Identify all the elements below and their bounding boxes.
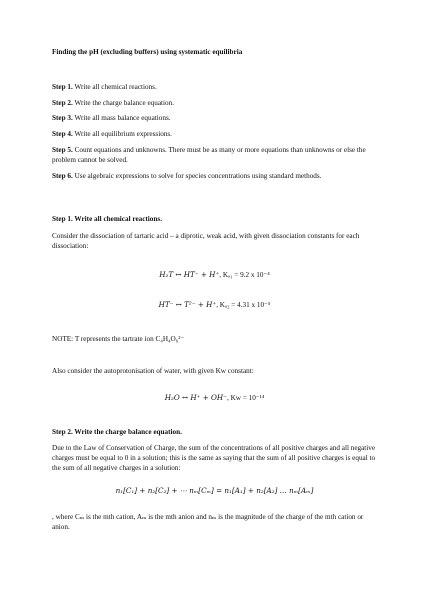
section2-intro: Due to the Law of Conservation of Charge, the sum of the concentrations of all positive charges and all negative charges must be equal to 0 in a solution; this is the same as saying that the sum of all positive charges is equal to the sum of all negative charges in a solution: — [52, 444, 376, 473]
step-item — [52, 145, 377, 165]
equation-tartaric-second — [52, 300, 377, 310]
section2-definitions: , where Cₘ is the mth cation, Aₘ is the mth anion and nₘ is the magnitude of the charge of the mth cation or anion. — [52, 513, 364, 532]
step-label: Step 2. — [52, 99, 73, 107]
equation-text: n₁[C₁] + n₂[C₂] + ⋯ nₘ[Cₘ] = n₁[A₁] + n₂[A₂] … nₘ[Aₘ] — [115, 486, 314, 495]
step-item — [52, 171, 377, 181]
page-title: Finding the pH (excluding buffers) using systematic equilibria — [52, 48, 243, 56]
tartrate-note: NOTE: T represents the tartrate ion C₄H₄O₆²⁻ — [52, 335, 185, 343]
equation-reaction: H₂O ↔ H⁺ + OH⁻ — [164, 393, 227, 402]
step-text: Write all equilibrium expressions. — [74, 130, 172, 138]
section1-intro: Consider the dissociation of tartaric acid – a diprotic, weak acid, with given dissociation constants for each dissociation: — [52, 232, 360, 251]
equation-tartaric-first — [52, 270, 377, 280]
water-intro: Also consider the autoprotonisation of water, with given Kw constant: — [52, 367, 254, 375]
equation-constant: , Kₐ₁ = 9.2 x 10⁻⁴ — [219, 271, 270, 279]
equation-water — [52, 393, 377, 403]
step-item — [52, 129, 377, 139]
step-label: Step 3. — [52, 114, 73, 122]
equation-constant: , Kw = 10⁻¹⁴ — [226, 394, 265, 402]
equation-reaction: H₂T ↔ HT⁻ + H⁺ — [159, 270, 220, 279]
step-text: Write all mass balance equations. — [74, 114, 171, 122]
equation-constant: , Kₐ₂ = 4.31 x 10⁻⁵ — [216, 301, 271, 309]
step-text: Count equations and unknowns. There must be as many or more equations than unknowns or else the problem cannot be solved. — [52, 146, 366, 165]
section1-heading: Step 1. Write all chemical reactions. — [52, 215, 162, 223]
step-text: Use algebraic expressions to solve for species concentrations using standard methods. — [74, 172, 322, 180]
step-text: Write the charge balance equation. — [74, 99, 175, 107]
step-label: Step 4. — [52, 130, 73, 138]
step-item — [52, 113, 377, 123]
section2-heading: Step 2. Write the charge balance equation. — [52, 428, 182, 436]
step-text: Write all chemical reactions. — [74, 83, 157, 91]
step-label: Step 1. — [52, 83, 73, 91]
step-label: Step 6. — [52, 172, 73, 180]
step-label: Step 5. — [52, 146, 73, 154]
equation-reaction: HT⁻ ↔ T²⁻ + H⁺ — [158, 300, 217, 309]
charge-balance-equation — [52, 486, 377, 496]
step-item — [52, 82, 377, 92]
step-item — [52, 98, 377, 108]
